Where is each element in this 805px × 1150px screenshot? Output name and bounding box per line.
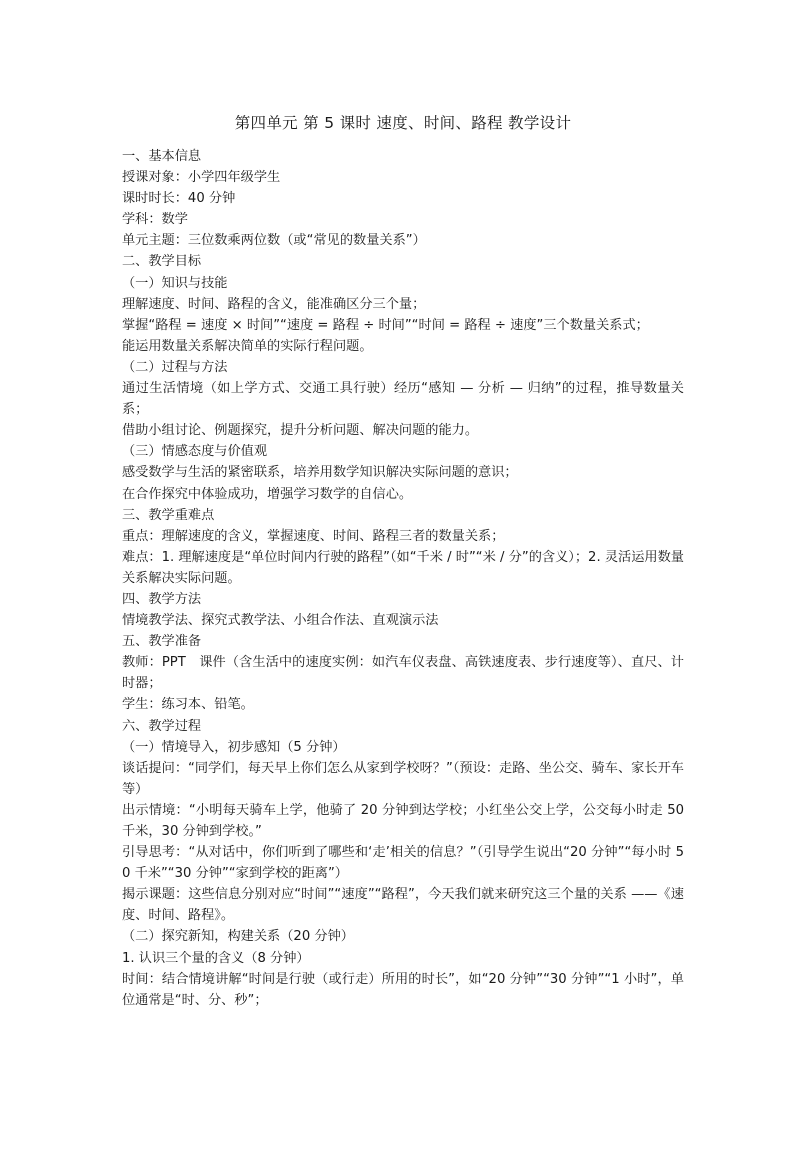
text-line: 感受数学与生活的紧密联系，培养用数学知识解决实际问题的意识； [122, 465, 518, 481]
text-line: 情境教学法、探究式教学法、小组合作法、直观演示法 [122, 613, 439, 629]
text-line: 授课对象：小学四年级学生 [122, 170, 281, 186]
text-line: 二、教学目标 [122, 254, 202, 270]
text-line: 通过生活情境（如上学方式、交通工具行驶）经历“感知 — 分析 — 归纳”的过程，推导数量关系； [122, 381, 684, 418]
text-line: 学科：数学 [122, 212, 188, 228]
text-line: 理解速度、时间、路程的含义，能准确区分三个量； [122, 296, 426, 312]
text-line: 教师：PPT 课件（含生活中的速度实例：如汽车仪表盘、高铁速度表、步行速度等）、直尺、计时器； [122, 655, 684, 692]
text-line: 难点：1. 理解速度是“单位时间内行驶的路程”（如“千米 / 时”“米 / 分”的含义）；2. 灵活运用数量关系解决实际问题。 [122, 549, 684, 586]
text-line: 重点：理解速度的含义，掌握速度、时间、路程三者的数量关系； [122, 528, 505, 544]
text-line: 引导思考：“从对话中，你们听到了哪些和‘走’相关的信息？”（引导学生说出“20 分钟”“每小时 50 千米”“30 分钟”“家到学校的距离”） [122, 845, 684, 882]
page-title: 第四单元 第 5 课时 速度、时间、路程 教学设计 [234, 114, 572, 132]
text-line: （二）过程与方法 [122, 359, 228, 375]
text-line: 三、教学重难点 [122, 507, 215, 523]
text-line: 时间：结合情境讲解“时间是行驶（或行走）所用的时长”，如“20 分钟”“30 分钟”“1 小时”，单位通常是“时、分、秒”； [122, 971, 684, 1008]
document-body [122, 146, 684, 1011]
text-line: 单元主题：三位数乘两位数（或“常见的数量关系”） [122, 233, 426, 249]
text-line: 1. 认识三个量的含义（8 分钟） [122, 950, 310, 966]
text-line: （一）知识与技能 [122, 275, 228, 291]
text-line: 四、教学方法 [122, 591, 202, 607]
text-line: 五、教学准备 [122, 634, 202, 650]
text-line: （三）情感态度与价值观 [122, 444, 268, 460]
text-line: 借助小组讨论、例题探究，提升分析问题、解决问题的能力。 [122, 423, 479, 439]
text-line: （一）情境导入，初步感知（5 分钟） [122, 739, 346, 755]
text-line: 掌握“路程 = 速度 × 时间”“速度 = 路程 ÷ 时间”“时间 = 路程 ÷ 速度”三个数量关系式； [122, 317, 649, 333]
text-line: 一、基本信息 [122, 149, 202, 164]
text-line: 揭示课题：这些信息分别对应“时间”“速度”“路程”，今天我们就来研究这三个量的关系 ——《速度、时间、路程》。 [122, 887, 684, 924]
text-line: 学生：练习本、铅笔。 [122, 697, 254, 713]
text-line: （二）探究新知，构建关系（20 分钟） [122, 929, 354, 945]
text-line: 六、教学过程 [122, 718, 202, 734]
text-line: 能运用数量关系解决简单的实际行程问题。 [122, 338, 373, 354]
text-line: 出示情境：“小明每天骑车上学，他骑了 20 分钟到达学校；小红坐公交上学，公交每小时走 50 千米，30 分钟到学校。” [122, 802, 684, 839]
text-line: 课时时长：40 分钟 [122, 191, 236, 207]
document-page [122, 112, 684, 1011]
text-line: 谈话提问：“同学们，每天早上你们怎么从家到学校呀？”（预设：走路、坐公交、骑车、家长开车等） [122, 760, 684, 797]
text-line: 在合作探究中体验成功，增强学习数学的自信心。 [122, 486, 413, 502]
